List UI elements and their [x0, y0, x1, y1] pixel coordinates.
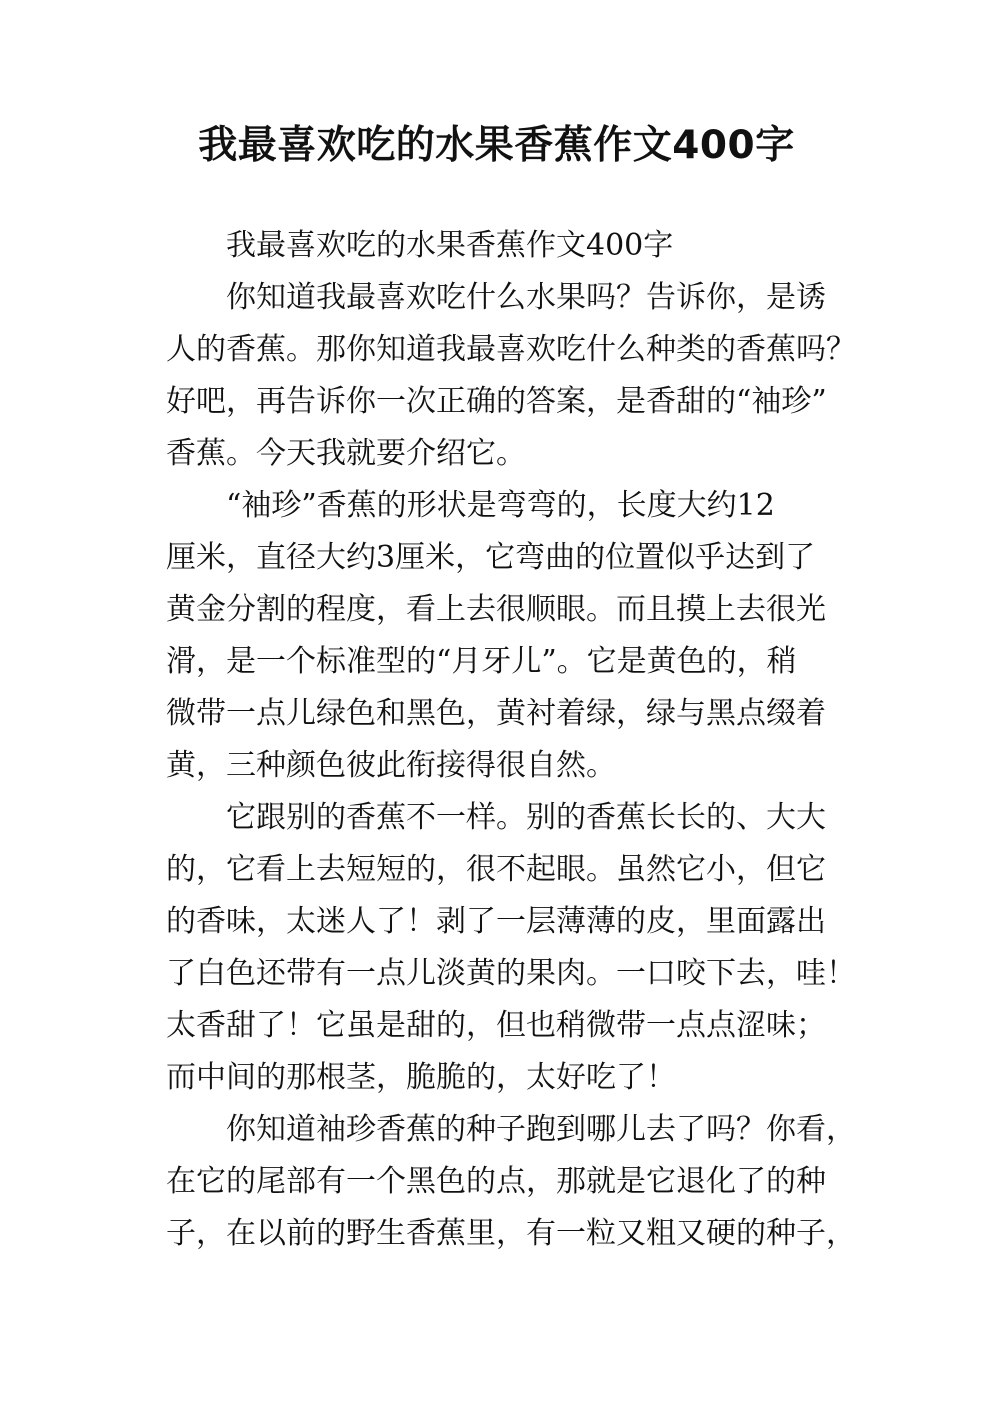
body-line: 黄，三种颜色彼此衔接得很自然。 [166, 748, 616, 783]
body-line: 太香甜了！它虽是甜的，但也稍微带一点点涩味； [166, 1008, 826, 1043]
body-line: 微带一点儿绿色和黑色，黄衬着绿，绿与黑点缀着 [166, 696, 826, 731]
body-line: 你知道我最喜欢吃什么水果吗？告诉你，是诱 [226, 280, 826, 315]
body-line: 好吧，再告诉你一次正确的答案，是香甜的“袖珍” [166, 384, 827, 419]
body-line: 黄金分割的程度，看上去很顺眼。而且摸上去很光 [166, 592, 826, 627]
body-line: 香蕉。今天我就要介绍它。 [166, 436, 526, 471]
body-line: 滑，是一个标准型的“月牙儿”。它是黄色的，稍 [166, 644, 797, 679]
body-line: 在它的尾部有一个黑色的点，那就是它退化了的种 [166, 1164, 826, 1199]
body-line: 人的香蕉。那你知道我最喜欢吃什么种类的香蕉吗？ [166, 332, 856, 367]
body-line: 厘米，直径大约3厘米，它弯曲的位置似乎达到了 [166, 540, 816, 575]
body-line: 而中间的那根茎，脆脆的，太好吃了！ [166, 1060, 676, 1095]
body-line: 的，它看上去短短的，很不起眼。虽然它小，但它 [166, 852, 826, 887]
body-line: 的香味，太迷人了！剥了一层薄薄的皮，里面露出 [166, 904, 826, 939]
body-line: 子，在以前的野生香蕉里，有一粒又粗又硬的种子， [166, 1216, 856, 1251]
body-line: 了白色还带有一点儿淡黄的果肉。一口咬下去，哇！ [166, 956, 856, 991]
body-line: 它跟别的香蕉不一样。别的香蕉长长的、大大 [226, 800, 826, 835]
document-title: 我最喜欢吃的水果香蕉作文400字 [198, 123, 795, 168]
body-line: “袖珍”香蕉的形状是弯弯的，长度大约12 [226, 488, 775, 523]
body-line: 我最喜欢吃的水果香蕉作文400字 [226, 228, 674, 263]
document-body [166, 220, 856, 1260]
body-line: 你知道袖珍香蕉的种子跑到哪儿去了吗？你看， [226, 1112, 856, 1147]
